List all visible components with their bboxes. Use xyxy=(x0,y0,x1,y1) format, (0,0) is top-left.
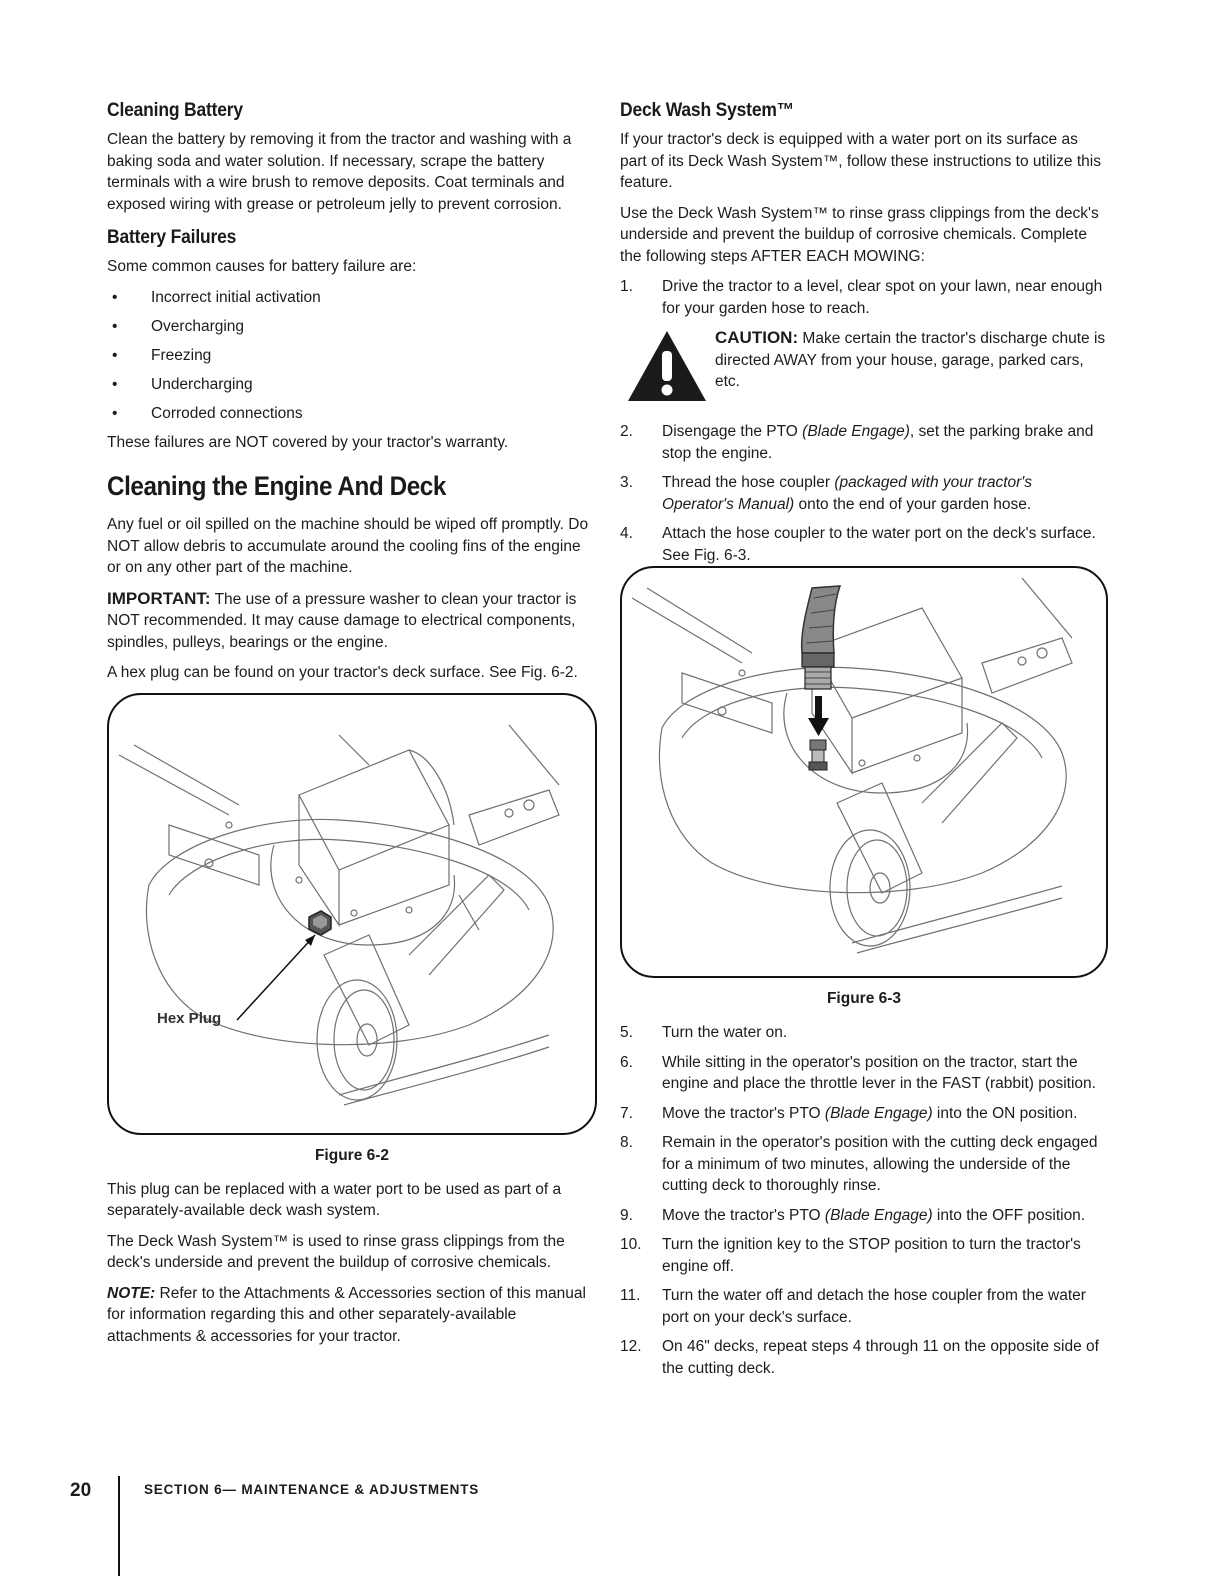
list-item: 9. Move the tractor's PTO (Blade Engage) into the OFF position. xyxy=(620,1206,1086,1224)
figure-6-2-caption: Figure 6-2 xyxy=(314,1146,390,1164)
list-item: 12. On 46" decks, repeat steps 4 through 11 on the opposite side of the cutting deck. xyxy=(620,1338,1099,1377)
battery-failures-list xyxy=(107,287,597,424)
list-item: 2. Disengage the PTO (Blade Engage), set the parking brake and stop the engine. xyxy=(620,423,1094,462)
list-item: • Incorrect initial activation xyxy=(112,288,321,306)
deck-wash-steps-part2 xyxy=(620,421,1108,566)
list-item: 6. While sitting in the operator's position on the tractor, start the engine and place the throttle lever in the FAST (rabbit) position. xyxy=(620,1053,1096,1092)
page-number: 20 xyxy=(70,1480,92,1501)
callout-line xyxy=(237,935,315,1020)
hex-plug-paragraph: A hex plug can be found on your tractor's deck surface. See Fig. 6-2. xyxy=(107,664,578,681)
cleaning-engine-heading: Cleaning the Engine And Deck xyxy=(107,471,446,501)
cleaning-battery-heading: Cleaning Battery xyxy=(107,100,243,121)
figure-6-2 xyxy=(107,693,597,1135)
caution-label: CAUTION: xyxy=(715,328,799,347)
section-label: SECTION 6— MAINTENANCE & ADJUSTMENTS xyxy=(144,1482,480,1497)
list-item: • Corroded connections xyxy=(112,404,303,422)
cleaning-battery-body: Clean the battery by removing it from the tractor and washing with a baking soda and water solution. If necessary, scrape the battery terminals with a wire brush to remove deposits. Coat terminals and exposed wiring with grease or petroleum jelly to prevent corrosion. xyxy=(107,131,572,213)
list-item: 7. Move the tractor's PTO (Blade Engage) into the ON position. xyxy=(620,1104,1078,1122)
figure-6-3-caption: Figure 6-3 xyxy=(826,990,902,1007)
list-item: 3. Thread the hose coupler (packaged with your tractor's Operator's Manual) onto the end of your garden hose. xyxy=(620,474,1032,513)
down-arrow-icon xyxy=(808,696,829,736)
important-paragraph: IMPORTANT: The use of a pressure washer to clean your tractor is NOT recommended. It may cause damage to electrical components, spindles, pulleys, bearings or the engine. xyxy=(107,588,577,651)
battery-failures-heading: Battery Failures xyxy=(107,227,237,248)
bullet: • xyxy=(112,317,118,335)
list-item: • Undercharging xyxy=(112,375,253,393)
list-item: 10. Turn the ignition key to the STOP position to turn the tractor's engine off. xyxy=(620,1236,1081,1275)
battery-failures-intro: Some common causes for battery failure are: xyxy=(107,258,417,275)
figure-6-3 xyxy=(620,566,1108,978)
warning-triangle-icon xyxy=(626,329,708,403)
hex-plug-icon xyxy=(309,911,331,935)
bullet: • xyxy=(112,346,118,364)
important-label: IMPORTANT: xyxy=(107,588,211,608)
note-paragraph: NOTE: Refer to the Attachments & Accessories section of this manual for information regarding this and other separately-available attachments & accessories for your tractor. xyxy=(107,1284,586,1345)
caution-block xyxy=(620,327,1108,407)
deck-wash-intro: If your tractor's deck is equipped with a water port on its surface as part of its Deck Wash System™, follow these instructions to utilize this feature. xyxy=(620,131,1101,191)
deck-wash-system-paragraph: The Deck Wash System™ is used to rinse grass clippings from the deck's underside and prevent the buildup of corrosive chemicals. xyxy=(107,1232,565,1271)
left-column xyxy=(107,100,597,1356)
bullet: • xyxy=(112,404,118,422)
bullet: • xyxy=(112,375,118,393)
water-port-icon xyxy=(809,740,827,770)
bullet: • xyxy=(112,288,118,306)
deck-wash-steps-part1 xyxy=(620,276,1108,319)
footer-divider xyxy=(118,1476,120,1576)
list-item: • Freezing xyxy=(112,346,212,364)
list-item: • Overcharging xyxy=(112,317,245,335)
deck-wash-steps-part3 xyxy=(620,1022,1108,1379)
plug-replacement-paragraph: This plug can be replaced with a water port to be used as part of a separately-available deck wash system. xyxy=(107,1180,562,1219)
list-item: 4. Attach the hose coupler to the water port on the deck's surface. See Fig. 6-3. xyxy=(620,525,1096,564)
battery-failures-outro: These failures are NOT covered by your tractor's warranty. xyxy=(107,433,509,451)
right-column xyxy=(620,100,1108,1387)
hex-plug-callout: Hex Plug xyxy=(157,1009,222,1027)
garden-hose-icon xyxy=(802,586,840,689)
list-item: 5. Turn the water on. xyxy=(620,1024,788,1041)
deck-wash-purpose: Use the Deck Wash System™ to rinse grass clippings from the deck's underside and prevent the buildup of corrosive chemicals. Complete the following steps AFTER EACH MOWING: xyxy=(620,204,1099,265)
mower-deck-hose-coupler-illustration xyxy=(622,568,1106,976)
mower-deck-hex-plug-illustration xyxy=(109,695,595,1133)
deck-wash-heading: Deck Wash System™ xyxy=(620,100,795,121)
list-item: 8. Remain in the operator's position with the cutting deck engaged for a minimum of two minutes, allowing the underside of the cutting deck to thoroughly rinse. xyxy=(620,1134,1098,1194)
note-label: NOTE: xyxy=(107,1284,156,1302)
list-item: 1. Drive the tractor to a level, clear spot on your lawn, near enough for your garden hose to reach. xyxy=(620,278,1103,317)
cleaning-engine-body: Any fuel or oil spilled on the machine should be wiped off promptly. Do NOT allow debris to accumulate around the cooling fins of the engine or on any other part of the machine. xyxy=(107,516,589,576)
list-item: 11. Turn the water off and detach the hose coupler from the water port on your deck's surface. xyxy=(620,1287,1086,1326)
caution-text: CAUTION: Make certain the tractor's discharge chute is directed AWAY from your house, garage, parked cars, etc. xyxy=(715,328,1106,390)
